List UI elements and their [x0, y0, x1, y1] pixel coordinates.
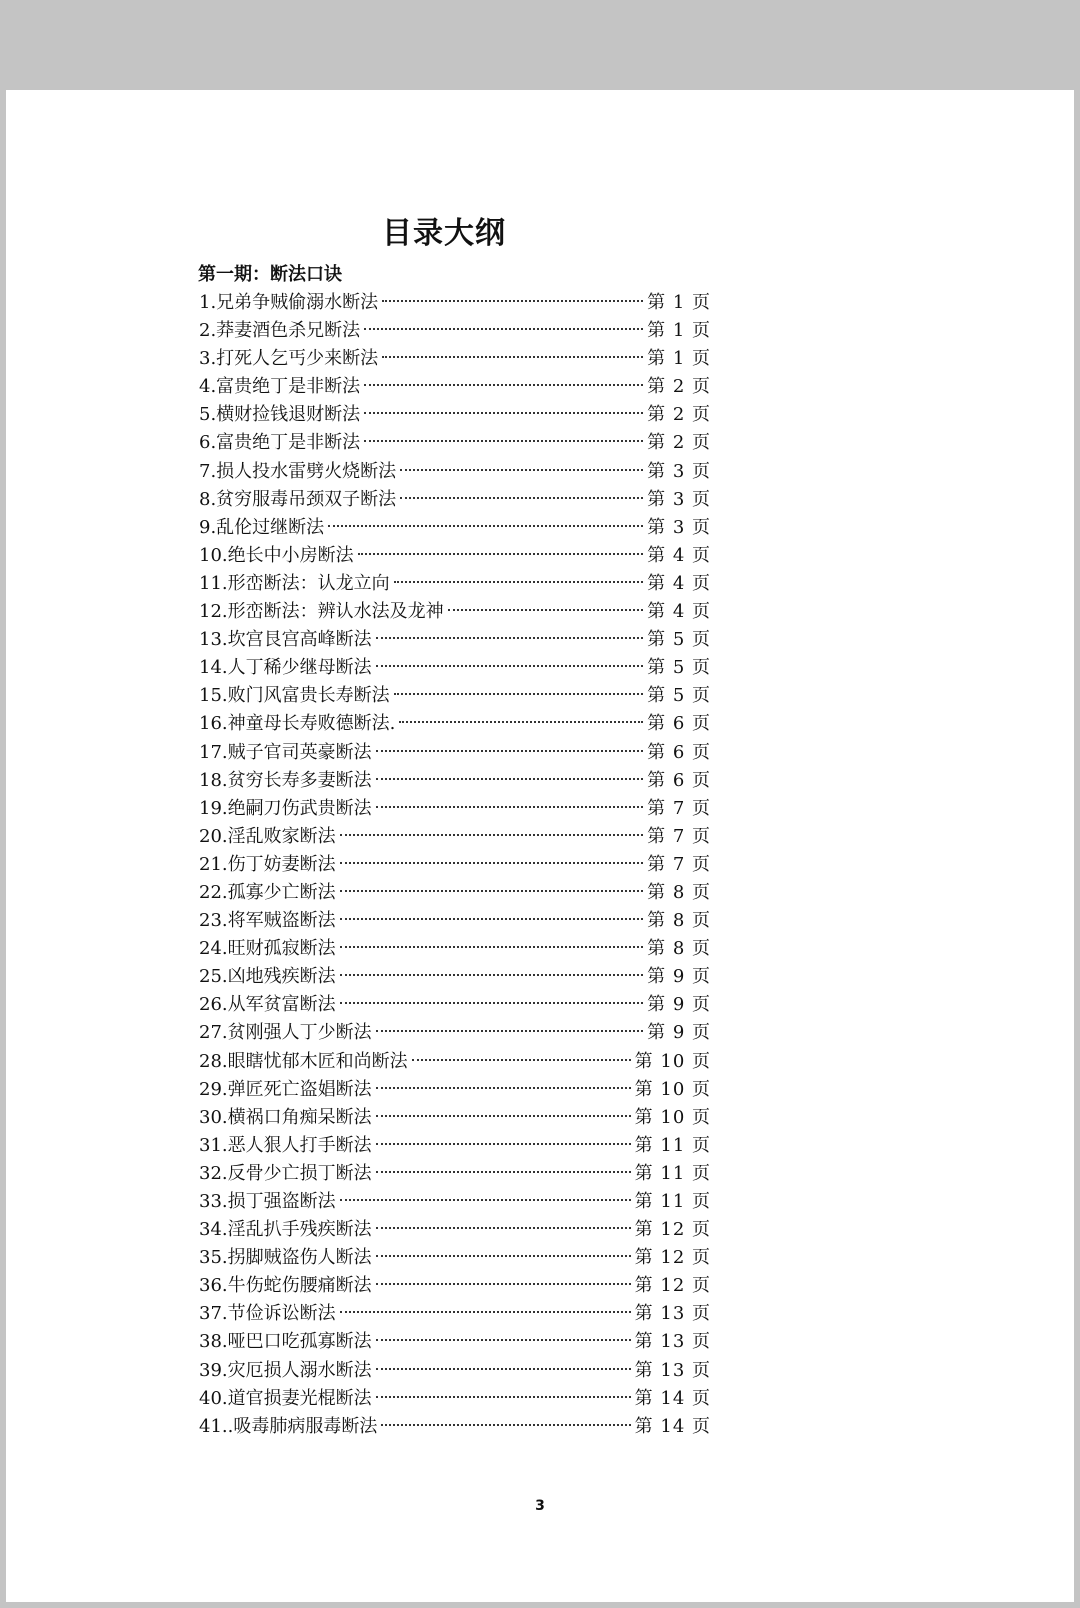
toc-entry-title: 4.富贵绝丁是非断法	[199, 376, 361, 398]
dot-leader	[340, 834, 643, 836]
toc-entry-title: 10.绝长中小房断法	[199, 544, 354, 566]
toc-entry-page: 第 11 页	[634, 1134, 711, 1156]
toc-entry-title: 34.淫乱扒手残疾断法	[199, 1219, 372, 1241]
toc-entry-page: 第 5 页	[647, 685, 711, 707]
toc-entry	[199, 767, 711, 795]
toc-entry	[199, 345, 711, 373]
toc-entry-page: 第 11 页	[634, 1191, 711, 1212]
dot-leader	[376, 1087, 631, 1089]
toc-entry	[199, 682, 711, 710]
toc-entry-title: 27.贫刚强人丁少断法	[199, 1022, 372, 1044]
toc-entry-title: 12.形峦断法：辨认水法及龙神	[199, 601, 444, 623]
toc-entry	[199, 1357, 711, 1385]
toc-entry	[199, 991, 711, 1019]
dot-leader	[376, 1396, 631, 1398]
toc-entry-title: 29.弹匠死亡盗娼断法	[199, 1078, 372, 1100]
toc-entry-page: 第 6 页	[647, 713, 711, 735]
toc-entry	[199, 1328, 711, 1356]
toc-entry-title: 18.贫穷长寿多妻断法	[199, 769, 372, 791]
toc-entry-page: 第 6 页	[647, 741, 711, 763]
dot-leader	[399, 721, 643, 723]
toc-entry-page: 第 7 页	[647, 825, 711, 847]
dot-leader	[376, 1368, 631, 1370]
toc-entry-title: 16.神童母长寿败德断法.	[199, 713, 396, 735]
toc-entry-page: 第 4 页	[647, 544, 711, 566]
toc-entry	[199, 851, 711, 879]
dot-leader	[376, 1227, 631, 1229]
toc-entry-title: 33.损丁强盗断法	[199, 1191, 336, 1212]
toc-entry-title: 6.富贵绝丁是非断法	[199, 432, 361, 454]
toc-entry-title: 31.恶人狠人打手断法	[199, 1134, 372, 1156]
toc-entry-page: 第 1 页	[647, 292, 711, 313]
toc-entry-page: 第 14 页	[634, 1387, 711, 1409]
toc-entry	[199, 710, 711, 738]
toc-entry-title: 19.绝嗣刀伤武贵断法	[199, 797, 372, 819]
toc-entry-page: 第 7 页	[647, 797, 711, 819]
toc-entry	[199, 429, 711, 457]
document-page	[6, 90, 1074, 1602]
toc-entry-page: 第 9 页	[647, 966, 711, 988]
toc-entry	[199, 458, 711, 486]
dot-leader	[376, 1115, 631, 1117]
dot-leader	[340, 974, 643, 976]
toc-entry-page: 第 8 页	[647, 938, 711, 960]
toc-entry-page: 第 5 页	[647, 657, 711, 679]
toc-entry-title: 24.旺财孤寂断法	[199, 938, 336, 960]
toc-entry	[199, 1244, 711, 1272]
dot-leader	[340, 1002, 643, 1004]
toc-entry	[199, 907, 711, 935]
dot-leader	[376, 1030, 643, 1032]
toc-entry-page: 第 9 页	[647, 994, 711, 1016]
toc-entry-page: 第 12 页	[634, 1275, 711, 1297]
toc-entry	[199, 514, 711, 542]
toc-entry-title: 28.眼瞎忧郁木匠和尚断法	[199, 1050, 408, 1072]
dot-leader	[364, 328, 643, 330]
toc-entry-title: 32.反骨少亡损丁断法	[199, 1162, 372, 1184]
toc-entry-page: 第 14 页	[634, 1415, 711, 1437]
toc-entry-title: 26.从军贫富断法	[199, 994, 336, 1016]
toc-entry-page: 第 13 页	[634, 1359, 711, 1381]
toc-entry-page: 第 4 页	[647, 601, 711, 623]
toc-entry	[199, 1132, 711, 1160]
dot-leader	[400, 497, 643, 499]
toc-entry-title: 5.横财捡钱退财断法	[199, 404, 361, 426]
toc-entry-page: 第 2 页	[647, 376, 711, 398]
toc-entry	[199, 795, 711, 823]
dot-leader	[376, 1339, 631, 1341]
toc-entry	[199, 542, 711, 570]
toc-entry-page: 第 5 页	[647, 629, 711, 651]
toc-entry-page: 第 8 页	[647, 881, 711, 903]
toc-entry	[199, 935, 711, 963]
toc-entry	[199, 1188, 711, 1216]
dot-leader	[340, 862, 643, 864]
toc-entry-title: 15.败门风富贵长寿断法	[199, 685, 390, 707]
toc-entry-title: 11.形峦断法：认龙立向	[199, 572, 390, 594]
dot-leader	[364, 412, 643, 414]
dot-leader	[340, 946, 643, 948]
toc-entry-title: 40.道官损妻光棍断法	[199, 1387, 372, 1409]
toc-entry-page: 第 10 页	[634, 1078, 711, 1100]
toc-entry-title: 14.人丁稀少继母断法	[199, 657, 372, 679]
toc-entry-page: 第 9 页	[647, 1022, 711, 1044]
dot-leader	[448, 609, 643, 611]
toc-entry-title: 36.牛伤蛇伤腰痛断法	[199, 1275, 372, 1297]
toc-entry-title: 7.损人投水雷劈火烧断法	[199, 460, 397, 482]
toc-entry	[199, 1048, 711, 1076]
toc-entry-title: 20.淫乱败家断法	[199, 825, 336, 847]
toc-entry-title: 30.横祸口角痴呆断法	[199, 1106, 372, 1128]
toc-entry	[199, 570, 711, 598]
dot-leader	[358, 553, 643, 555]
toc-entry	[199, 739, 711, 767]
toc-entry	[199, 1272, 711, 1300]
toc-entry-page: 第 8 页	[647, 910, 711, 932]
toc-entry	[199, 289, 711, 317]
toc-entry-page: 第 6 页	[647, 769, 711, 791]
toc-entry	[199, 823, 711, 851]
section-heading: 第一期：断法口诀	[198, 264, 342, 285]
toc-entry	[199, 373, 711, 401]
toc-entry-page: 第 3 页	[647, 460, 711, 482]
toc-entry-title: 38.哑巴口吃孤寡断法	[199, 1331, 372, 1353]
toc-entry-page: 第 12 页	[634, 1247, 711, 1269]
toc-entry	[199, 626, 711, 654]
toc-entry	[199, 1413, 711, 1441]
toc-entry	[199, 401, 711, 429]
dot-leader	[364, 440, 643, 442]
toc-entry	[199, 1019, 711, 1047]
toc-entry-page: 第 3 页	[647, 516, 711, 538]
toc-entry	[199, 317, 711, 345]
dot-leader	[376, 778, 643, 780]
toc-entry-title: 35.拐脚贼盗伤人断法	[199, 1247, 372, 1269]
toc-entry-title: 41..吸毒肺病服毒断法	[199, 1415, 378, 1437]
dot-leader	[340, 1311, 631, 1313]
table-of-contents	[199, 289, 711, 1441]
toc-entry	[199, 879, 711, 907]
toc-entry-page: 第 7 页	[647, 853, 711, 875]
toc-entry-title: 13.坎宫艮宫高峰断法	[199, 629, 372, 651]
toc-entry-page: 第 2 页	[647, 404, 711, 426]
toc-entry-title: 22.孤寡少亡断法	[199, 881, 336, 903]
toc-entry-page: 第 12 页	[634, 1219, 711, 1241]
dot-leader	[376, 665, 643, 667]
dot-leader	[394, 581, 643, 583]
dot-leader	[364, 384, 643, 386]
dot-leader	[340, 1199, 631, 1201]
toc-entry	[199, 1160, 711, 1188]
toc-entry-title: 3.打死人乞丐少来断法	[199, 348, 379, 370]
dot-leader	[376, 806, 643, 808]
toc-entry-title: 8.贫穷服毒吊颈双子断法	[199, 488, 397, 510]
dot-leader	[376, 637, 643, 639]
toc-entry-page: 第 1 页	[647, 320, 711, 342]
toc-entry	[199, 598, 711, 626]
dot-leader	[382, 300, 643, 302]
dot-leader	[376, 1143, 631, 1145]
toc-entry	[199, 486, 711, 514]
dot-leader	[381, 1424, 630, 1426]
dot-leader	[382, 356, 643, 358]
dot-leader	[376, 750, 643, 752]
dot-leader	[376, 1283, 631, 1285]
toc-entry-title: 1.兄弟争贼偷溺水断法	[199, 292, 379, 313]
toc-entry-page: 第 4 页	[647, 572, 711, 594]
dot-leader	[412, 1059, 631, 1061]
dot-leader	[328, 525, 643, 527]
toc-entry	[199, 1216, 711, 1244]
page-title: 目录大纲	[382, 216, 506, 251]
dot-leader	[376, 1255, 631, 1257]
dot-leader	[400, 469, 643, 471]
toc-entry-page: 第 2 页	[647, 432, 711, 454]
dot-leader	[340, 890, 643, 892]
dot-leader	[394, 693, 643, 695]
dot-leader	[340, 918, 643, 920]
page-number: 3	[535, 1498, 545, 1514]
toc-entry-page: 第 13 页	[634, 1303, 711, 1325]
toc-entry-title: 25.凶地残疾断法	[199, 966, 336, 988]
toc-entry-page: 第 13 页	[634, 1331, 711, 1353]
toc-entry-page: 第 1 页	[647, 348, 711, 370]
toc-entry-page: 第 10 页	[634, 1050, 711, 1072]
toc-entry	[199, 1104, 711, 1132]
toc-entry-title: 23.将军贼盗断法	[199, 910, 336, 932]
toc-entry	[199, 1300, 711, 1328]
toc-entry-page: 第 10 页	[634, 1106, 711, 1128]
toc-entry-title: 37.节俭诉讼断法	[199, 1303, 336, 1325]
toc-entry-title: 17.贼子官司英豪断法	[199, 741, 372, 763]
dot-leader	[376, 1171, 631, 1173]
toc-entry-title: 9.乱伦过继断法	[199, 516, 325, 538]
toc-entry	[199, 1385, 711, 1413]
toc-entry-title: 21.伤丁妨妻断法	[199, 853, 336, 875]
toc-entry	[199, 963, 711, 991]
toc-entry-title: 2.莽妻酒色杀兄断法	[199, 320, 361, 342]
toc-entry-page: 第 11 页	[634, 1162, 711, 1184]
toc-entry	[199, 1076, 711, 1104]
toc-entry-page: 第 3 页	[647, 488, 711, 510]
toc-entry	[199, 654, 711, 682]
toc-entry-title: 39.灾厄损人溺水断法	[199, 1359, 372, 1381]
